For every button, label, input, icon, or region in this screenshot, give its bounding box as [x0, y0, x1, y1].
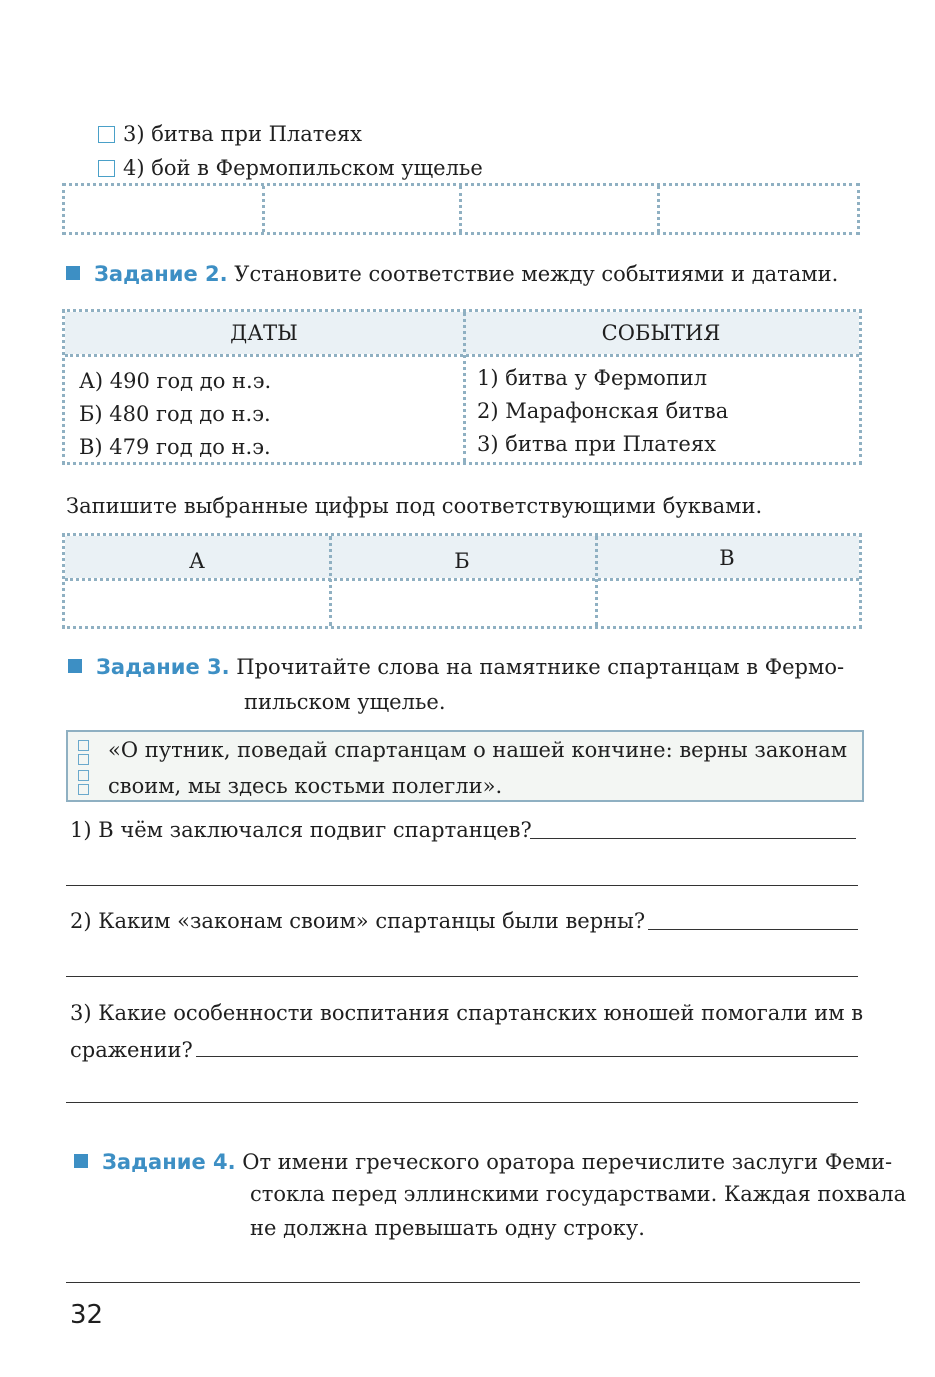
quote-icon — [78, 784, 89, 795]
quote-box — [66, 730, 864, 802]
task-marker-icon — [74, 1154, 88, 1168]
event-item: 3) битва при Платеях — [477, 432, 716, 456]
event-item: 2) Марафонская битва — [477, 399, 729, 423]
task1-answer-grid — [62, 183, 860, 235]
task2-instruction: Запишите выбранные цифры под соответствующими буквами. — [66, 494, 763, 518]
option-3[interactable] — [98, 122, 362, 146]
quote-line-1: «О путник, поведай спартанцам о нашей кончине: верны законам — [108, 738, 848, 762]
question-3: 3) Какие особенности воспитания спартанских юношей помогали им в — [70, 1001, 864, 1025]
option-4-label: 4) бой в Фермопильском ущелье — [123, 156, 483, 180]
task2-text: Установите соответствие между событиями и датами. — [234, 262, 839, 286]
quote-line-2: своим, мы здесь костьми полегли». — [108, 774, 503, 798]
matching-table — [62, 309, 862, 465]
col-dates-header: ДАТЫ — [230, 321, 298, 345]
answer-header-a: А — [189, 549, 205, 573]
answer-line[interactable] — [648, 929, 858, 930]
answer-header-v: В — [719, 546, 735, 570]
quote-icon — [78, 740, 89, 751]
answer-header-b: Б — [454, 549, 470, 573]
task2-heading — [66, 262, 838, 286]
task3-text: Прочитайте слова на памятнике спартанцам в Фермо- — [236, 655, 845, 679]
task4-text-3: не должна превышать одну строку. — [250, 1216, 645, 1240]
task3-label: Задание 3. — [96, 655, 230, 679]
task-marker-icon — [66, 266, 80, 280]
option-3-label: 3) битва при Платеях — [123, 122, 362, 146]
answer-cell-a[interactable] — [69, 584, 325, 624]
answer-line[interactable] — [66, 1102, 858, 1103]
answer-cell-v[interactable] — [601, 584, 857, 624]
checkbox[interactable] — [98, 160, 115, 177]
task3-heading — [68, 655, 844, 679]
quote-icon — [78, 754, 89, 765]
task4-text-2: стокла перед эллинскими государствами. Каждая похвала — [250, 1182, 907, 1206]
checkbox[interactable] — [98, 126, 115, 143]
option-4[interactable] — [98, 156, 483, 180]
date-item: А) 490 год до н.э. — [79, 369, 272, 393]
question-3-cont: сражении? — [70, 1038, 193, 1062]
task-marker-icon — [68, 659, 82, 673]
question-1: 1) В чём заключался подвиг спартанцев? — [70, 818, 532, 842]
question-2: 2) Каким «законам своим» спартанцы были верны? — [70, 909, 646, 933]
page-number: 32 — [70, 1300, 104, 1330]
answer-line[interactable] — [196, 1056, 858, 1057]
answer-line[interactable] — [66, 885, 858, 886]
date-item: Б) 480 год до н.э. — [79, 402, 271, 426]
task4-heading — [74, 1150, 892, 1174]
event-item: 1) битва у Фермопил — [477, 366, 708, 390]
task2-label: Задание 2. — [94, 262, 228, 286]
answer-cell-b[interactable] — [335, 584, 591, 624]
answer-line[interactable] — [530, 838, 856, 839]
task3-text-cont: пильском ущелье. — [244, 690, 446, 714]
quote-icon — [78, 770, 89, 781]
answer-line[interactable] — [66, 1282, 860, 1283]
col-events-header: СОБЫТИЯ — [601, 321, 721, 345]
answer-table — [62, 533, 862, 629]
answer-line[interactable] — [66, 976, 858, 977]
date-item: В) 479 год до н.э. — [79, 435, 271, 459]
task4-text: От имени греческого оратора перечислите заслуги Феми- — [242, 1150, 893, 1174]
task4-label: Задание 4. — [102, 1150, 236, 1174]
